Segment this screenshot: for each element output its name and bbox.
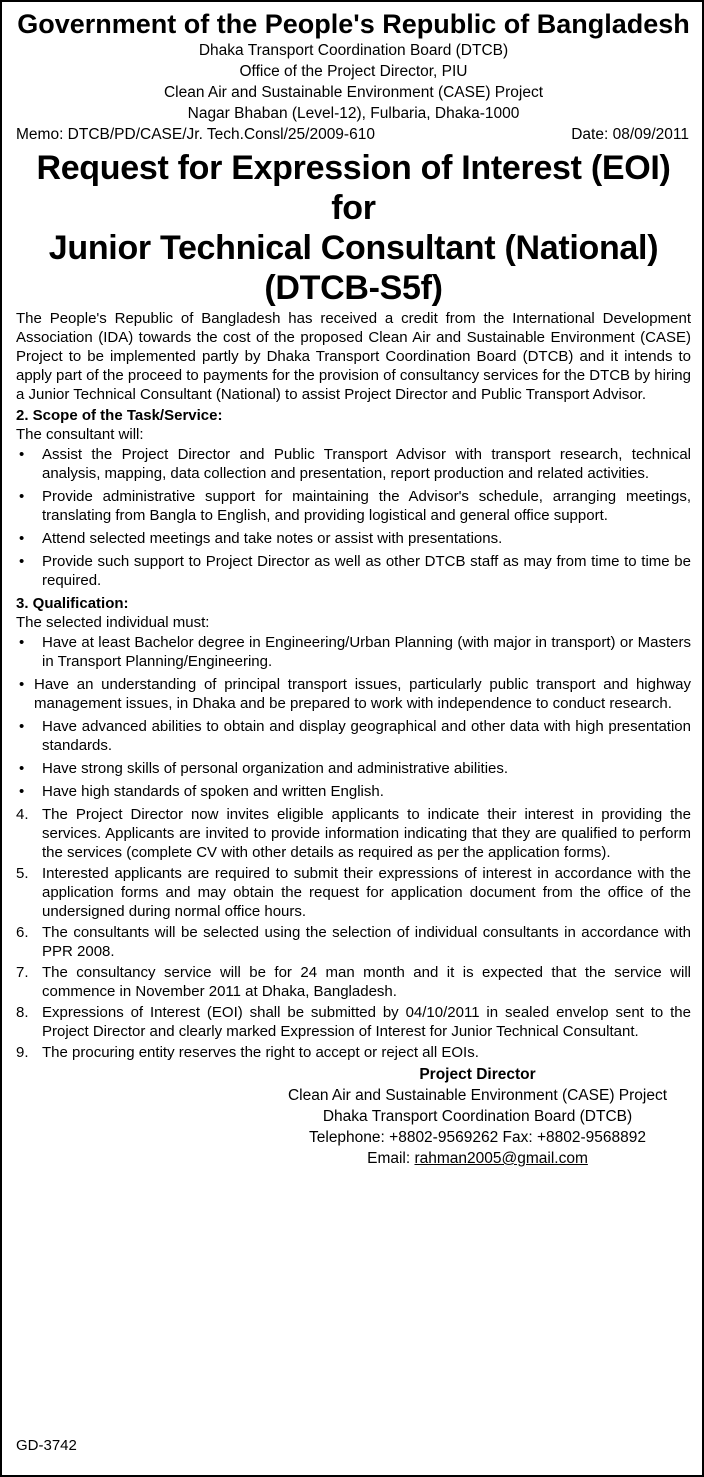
clause-item (16, 963, 691, 1001)
clause-text: Expressions of Interest (EOI) shall be submitted by 04/10/2011 in sealed envelop sent to the Project Director and clearly marked Expression of Interest for Junior Technical Consultant. (42, 1004, 691, 1040)
list-item: • Have an understanding of principal transport issues, particularly public transport and highway management issues, in Dhaka and be prepared to work with independence to conduct research. (16, 675, 691, 713)
memo-number: Memo: DTCB/PD/CASE/Jr. Tech.Consl/25/2009-610 (16, 126, 375, 143)
clause-list (16, 805, 691, 1062)
clause-number: 7. (16, 964, 29, 981)
signatory-email-row (264, 1148, 691, 1169)
footer-code: GD-3742 (16, 1437, 77, 1454)
signatory-project: Clean Air and Sustainable Environment (CASE) Project (287, 1087, 668, 1104)
list-item: • Assist the Project Director and Public Transport Advisor with transport research, technical analysis, mapping, data collection and presentation, report production and related activities. (16, 445, 691, 483)
scope-heading: 2. Scope of the Task/Service: (16, 407, 223, 424)
memo-row (16, 124, 691, 146)
clause-number: 5. (16, 865, 29, 882)
list-item: • Provide administrative support for maintaining the Advisor's schedule, arranging meetings, translating from Bangla to English, and providing logistical and general office support. (16, 487, 691, 525)
office-line: Dhaka Transport Coordination Board (DTCB) (198, 42, 509, 59)
list-item: • Have at least Bachelor degree in Engineering/Urban Planning (with major in transport) or Masters in Transport Planning/Engineering. (16, 633, 691, 671)
email-label: Email: (367, 1150, 415, 1167)
qualification-list (16, 633, 691, 801)
list-item: • Have high standards of spoken and written English. (16, 782, 691, 801)
office-line: Clean Air and Sustainable Environment (CASE) Project (163, 84, 544, 101)
clause-number: 8. (16, 1004, 29, 1021)
government-title: Government of the People's Republic of Bangladesh (17, 9, 690, 39)
office-line: Nagar Bhaban (Level-12), Fulbaria, Dhaka-1000 (187, 105, 520, 122)
clause-number: 6. (16, 924, 29, 941)
list-item: • Have strong skills of personal organization and administrative abilities. (16, 759, 691, 778)
list-item: • Have advanced abilities to obtain and display geographical and other data with high presentation standards. (16, 717, 691, 755)
scope-lead: The consultant will: (16, 426, 144, 443)
headline-line: Request for Expression of Interest (EOI) (36, 149, 671, 187)
signature-block (264, 1064, 691, 1169)
intro-paragraph: The People's Republic of Bangladesh has received a credit from the International Development Association (IDA) towards the cost of the proposed Clean Air and Sustainable Environment (CASE) Project to be implemented partly by Dhaka Transport Coordination Board (DTCB) and it intends to apply part of the proceed to payments for the provision of consultancy services for the DTCB by hiring a Junior Technical Consultant (National) to assist Project Director and Public Transport Advisor. (16, 310, 691, 403)
clause-item (16, 923, 691, 961)
headline (16, 148, 691, 308)
list-item: • Attend selected meetings and take notes or assist with presentations. (16, 529, 691, 548)
clause-item (16, 1003, 691, 1041)
signatory-title: Project Director (419, 1066, 536, 1083)
signatory-phone: Telephone: +8802-9569262 Fax: +8802-9568892 (309, 1129, 646, 1146)
signatory-board: Dhaka Transport Coordination Board (DTCB) (322, 1108, 633, 1125)
qualification-lead: The selected individual must: (16, 614, 210, 631)
clause-item (16, 1043, 691, 1062)
headline-line: (DTCB-S5f) (264, 269, 443, 307)
clause-item (16, 864, 691, 921)
headline-line: Junior Technical Consultant (National) (48, 229, 659, 267)
qualification-heading: 3. Qualification: (16, 595, 129, 612)
email-link[interactable]: rahman2005@gmail.com (414, 1150, 588, 1167)
clause-number: 4. (16, 806, 29, 823)
clause-text: The consultancy service will be for 24 man month and it is expected that the service will commence in November 2011 at Dhaka, Bangladesh. (42, 964, 691, 1000)
issuing-office (16, 40, 691, 124)
clause-text: The consultants will be selected using the selection of individual consultants in accordance with PPR 2008. (42, 924, 691, 960)
list-item: • Provide such support to Project Director as well as other DTCB staff as may from time to time be required. (16, 552, 691, 590)
clause-item (16, 805, 691, 862)
clause-text: Interested applicants are required to submit their expressions of interest in accordance with the application forms and may obtain the request for application document from the office of the undersigned during normal office hours. (42, 865, 691, 920)
clause-number: 9. (16, 1044, 29, 1061)
headline-line: for (331, 189, 376, 227)
scope-list (16, 445, 691, 590)
clause-text: The Project Director now invites eligible applicants to indicate their interest in providing the services. Applicants are invited to provide information indicating that they are qualified to perform the services (complete CV with other details as required as per the application forms). (42, 806, 691, 861)
office-line: Office of the Project Director, PIU (239, 63, 468, 80)
memo-date: Date: 08/09/2011 (571, 126, 689, 143)
clause-text: The procuring entity reserves the right to accept or reject all EOIs. (42, 1044, 479, 1061)
